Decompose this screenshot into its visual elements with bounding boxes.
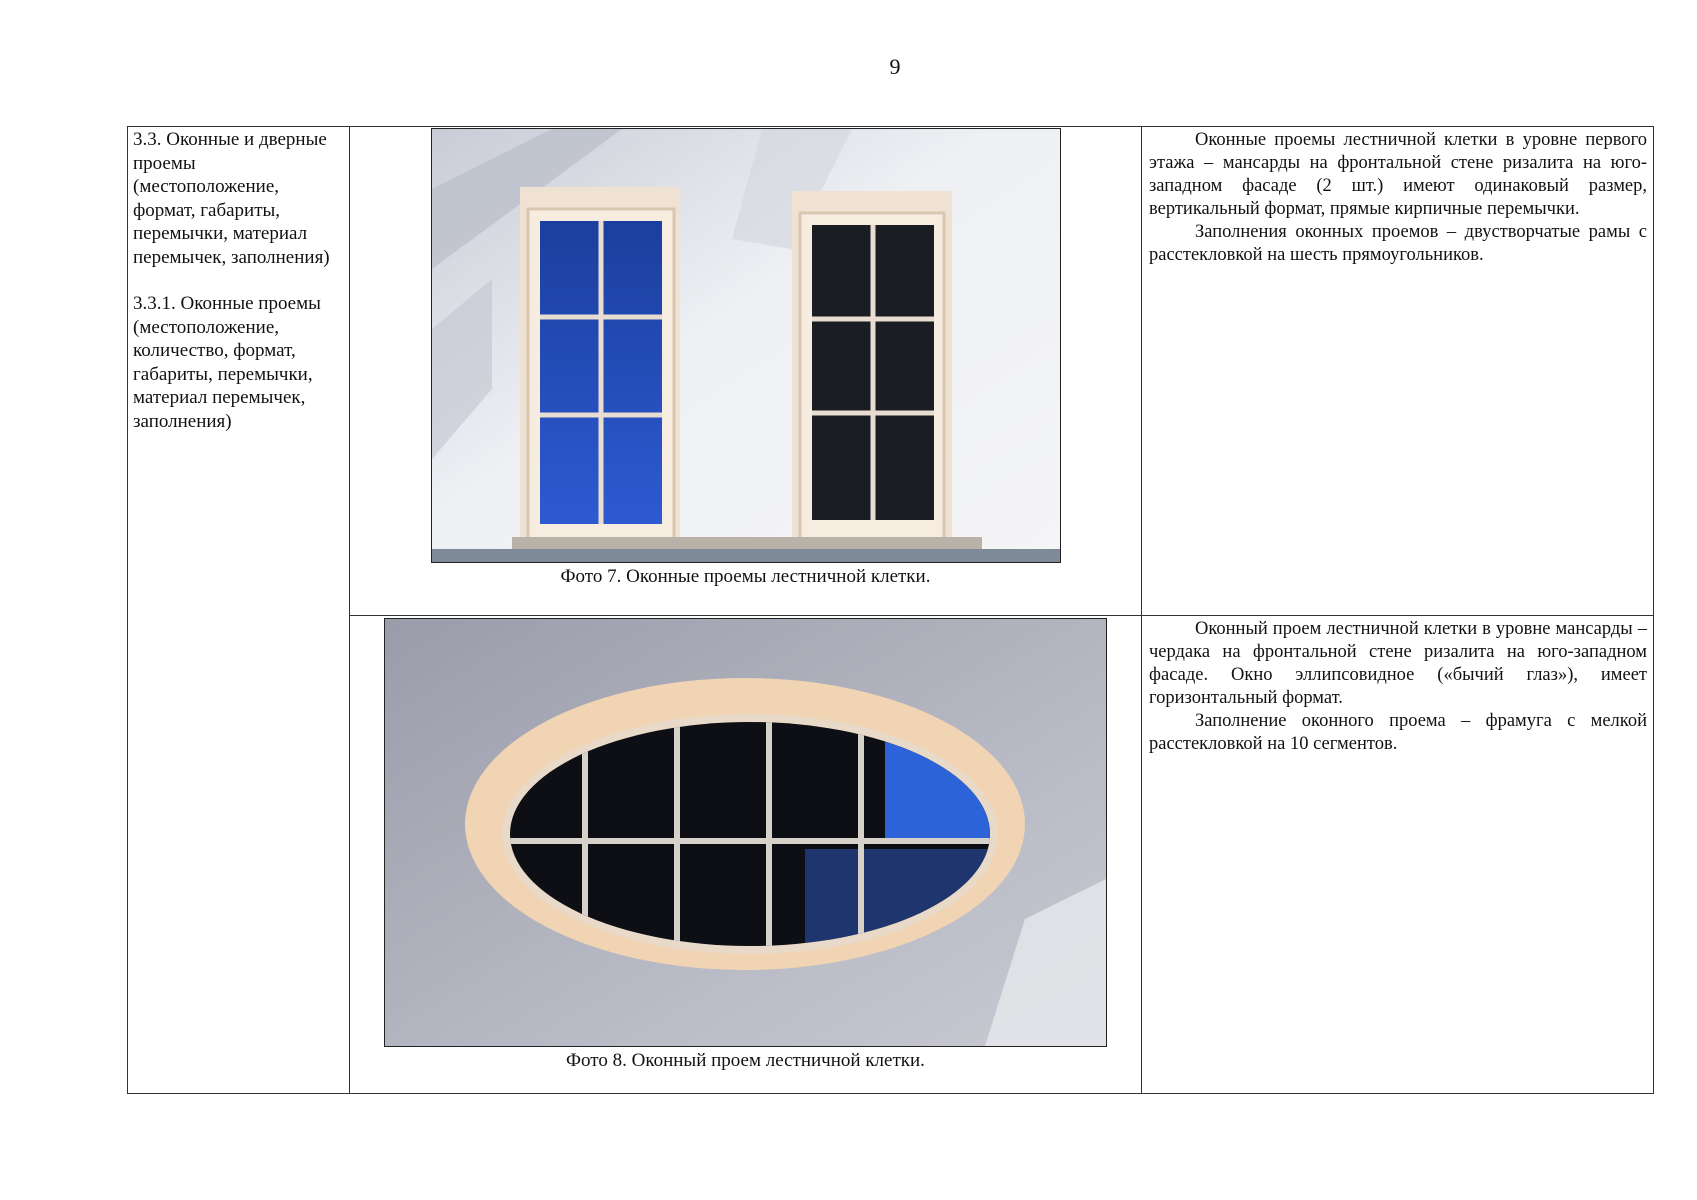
description-paragraph: Оконные проемы лестничной клетки в уровне первого этажа – мансарды на фронтальной стене ризалита на юго-западном фасаде (2 шт.) имеют одинаковый размер, вертикальный формат, прямые кирпичные перемычки. [1149, 130, 1647, 219]
table-row [128, 127, 1654, 616]
description-paragraph: Заполнения оконных проемов – двустворчатые рамы с расстекловкой на шесть прямоугольников. [1149, 222, 1647, 265]
section-heading: 3.3. Оконные и дверные проемы (местоположение, формат, габариты, перемычки, материал перемычек, заполнения) [133, 129, 330, 268]
double-window-photo-icon [431, 128, 1061, 563]
page-number: 9 [889, 54, 901, 79]
description-cell-7 [1142, 127, 1654, 616]
description-paragraph: Оконный проем лестничной клетки в уровне мансарды – чердака на фронтальной стене ризалита на юго-западном фасаде. Окно эллипсовидное («бычий глаз»), имеет горизонтальный формат. [1149, 619, 1647, 708]
photo-cell-8 [350, 616, 1142, 1094]
section-subheading: 3.3.1. Оконные проемы (местоположение, количество, формат, габариты, перемычки, материал перемычек, заполнения) [133, 293, 321, 432]
description-table [127, 126, 1654, 1094]
photo-cell-7 [350, 127, 1142, 616]
photo-caption: Фото 7. Оконные проемы лестничной клетки. [560, 566, 931, 587]
table-row [128, 616, 1654, 1094]
photo-caption: Фото 8. Оконный проем лестничной клетки. [566, 1050, 925, 1071]
section-cell [128, 127, 350, 1094]
description-cell-8 [1142, 616, 1654, 1094]
oval-window-photo-icon [384, 618, 1107, 1047]
description-paragraph: Заполнение оконного проема – фрамуга с мелкой расстекловкой на 10 сегментов. [1149, 711, 1647, 754]
